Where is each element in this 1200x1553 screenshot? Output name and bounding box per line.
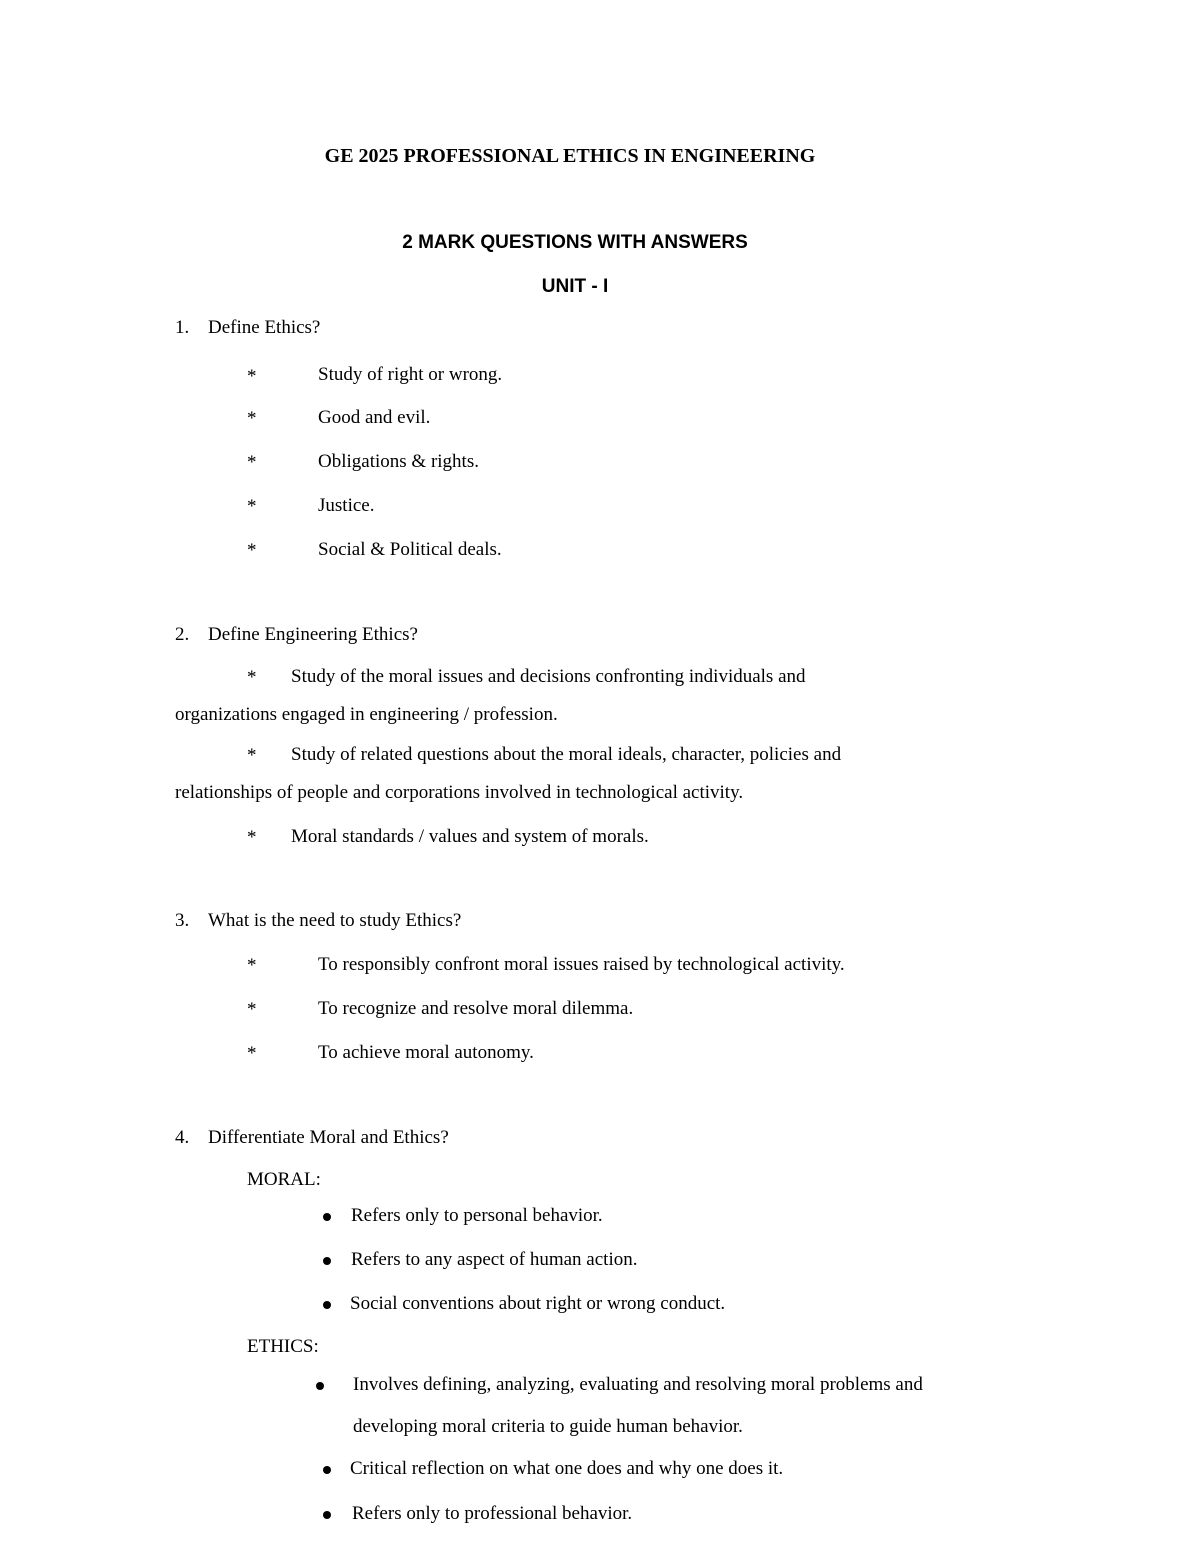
moral-item: Refers only to personal behavior.	[351, 1205, 603, 1226]
answer-item-continuation: organizations engaged in engineering / profession.	[175, 704, 558, 725]
document-title: GE 2025 PROFESSIONAL ETHICS IN ENGINEERING	[324, 145, 816, 167]
answer-item: Obligations & rights.	[318, 451, 479, 472]
ethics-item: Critical reflection on what one does and why one does it.	[350, 1458, 784, 1479]
answer-item: To achieve moral autonomy.	[318, 1042, 534, 1063]
answer-item-continuation: relationships of people and corporations involved in technological activity.	[175, 782, 744, 803]
star-bullet: *	[247, 452, 257, 473]
star-bullet: *	[247, 667, 257, 688]
question-text: Define Engineering Ethics?	[208, 624, 418, 645]
answer-item: To recognize and resolve moral dilemma.	[318, 998, 634, 1019]
ethics-item-continuation: developing moral criteria to guide human behavior.	[353, 1416, 743, 1437]
star-bullet: *	[247, 496, 257, 517]
moral-item: Refers to any aspect of human action.	[351, 1249, 638, 1270]
answer-item: Good and evil.	[318, 407, 431, 428]
ethics-label: ETHICS:	[247, 1336, 319, 1357]
question-number: 3.	[175, 910, 190, 931]
answer-item: Study of right or wrong.	[318, 364, 503, 385]
question-number: 1.	[175, 317, 190, 338]
answer-item: Study of the moral issues and decisions confronting individuals and	[291, 666, 806, 687]
bullet-dot-icon	[323, 1257, 331, 1265]
bullet-dot-icon	[323, 1301, 331, 1309]
unit-heading: UNIT - I	[541, 276, 609, 297]
question-number: 2.	[175, 624, 190, 645]
star-bullet: *	[247, 745, 257, 766]
question-text: Differentiate Moral and Ethics?	[208, 1127, 449, 1148]
bullet-dot-icon	[323, 1466, 331, 1474]
star-bullet: *	[247, 408, 257, 429]
question-number: 4.	[175, 1127, 190, 1148]
star-bullet: *	[247, 366, 257, 387]
star-bullet: *	[247, 827, 257, 848]
bullet-dot-icon	[323, 1511, 331, 1519]
star-bullet: *	[247, 540, 257, 561]
ethics-item: Refers only to professional behavior.	[352, 1503, 633, 1524]
star-bullet: *	[247, 999, 257, 1020]
star-bullet: *	[247, 955, 257, 976]
moral-label: MORAL:	[247, 1169, 321, 1190]
bullet-dot-icon	[323, 1213, 331, 1221]
ethics-item: Involves defining, analyzing, evaluating and resolving moral problems and	[353, 1374, 923, 1395]
question-text: What is the need to study Ethics?	[208, 910, 462, 931]
section-heading: 2 MARK QUESTIONS WITH ANSWERS	[402, 232, 748, 253]
answer-item: To responsibly confront moral issues raised by technological activity.	[318, 954, 845, 975]
bullet-dot-icon	[316, 1382, 324, 1390]
moral-item: Social conventions about right or wrong conduct.	[350, 1293, 726, 1314]
star-bullet: *	[247, 1043, 257, 1064]
answer-item: Social & Political deals.	[318, 539, 502, 560]
answer-item: Study of related questions about the moral ideals, character, policies and	[291, 744, 842, 765]
answer-item: Moral standards / values and system of morals.	[291, 826, 649, 847]
question-text: Define Ethics?	[208, 317, 321, 338]
answer-item: Justice.	[318, 495, 375, 516]
